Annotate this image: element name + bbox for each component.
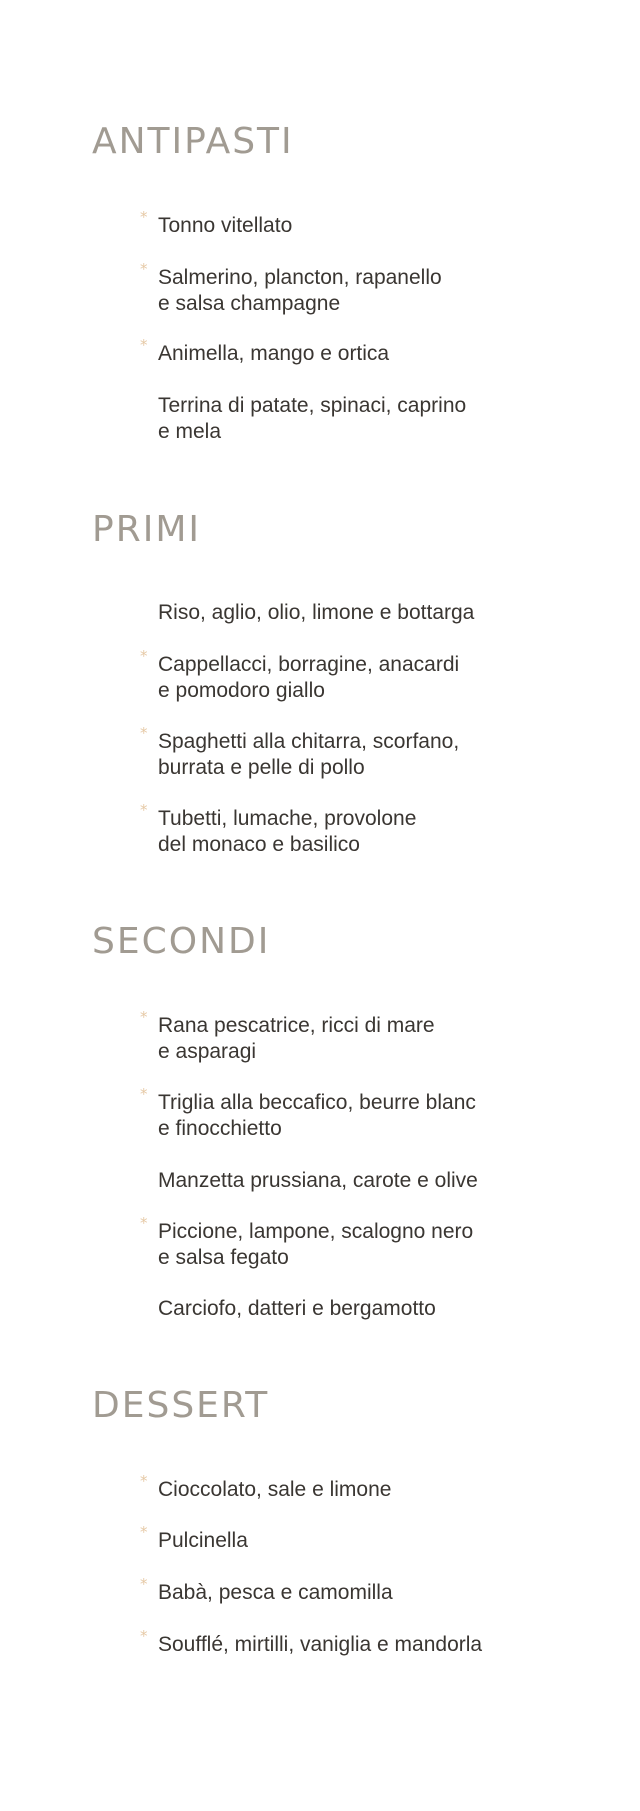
star-icon: * xyxy=(140,1523,148,1541)
star-icon: * xyxy=(140,1627,148,1645)
dish-name: Terrina di patate, spinaci, caprino e mela xyxy=(158,394,467,443)
dish-name: Babà, pesca e camomilla xyxy=(158,1581,393,1604)
star-icon: * xyxy=(140,260,148,278)
star-icon: * xyxy=(140,1575,148,1593)
dish-name: Spaghetti alla chitarra, scorfano, burrata e pelle di pollo xyxy=(158,730,460,779)
star-icon: * xyxy=(140,1214,148,1232)
dish-name: Carciofo, datteri e bergamotto xyxy=(158,1297,436,1320)
dish-name: Pulcinella xyxy=(158,1529,248,1552)
section-title: DESSERT xyxy=(92,1385,270,1426)
star-icon: * xyxy=(140,336,148,354)
star-icon: * xyxy=(140,1472,148,1490)
dish-name: Soufflé, mirtilli, vaniglia e mandorla xyxy=(158,1633,483,1656)
dish-name: Cappellacci, borragine, anacardi e pomodoro giallo xyxy=(158,653,460,702)
dish-name: Riso, aglio, olio, limone e bottarga xyxy=(158,601,475,624)
star-icon: * xyxy=(140,1008,148,1026)
star-icon: * xyxy=(140,724,148,742)
star-icon: * xyxy=(140,1085,148,1103)
dish-name: Animella, mango e ortica xyxy=(158,342,390,365)
section-title: ANTIPASTI xyxy=(92,121,294,162)
dish-name: Piccione, lampone, scalogno nero e salsa fegato xyxy=(158,1220,474,1269)
dish-name: Tubetti, lumache, provolone del monaco e basilico xyxy=(158,807,417,856)
star-icon: * xyxy=(140,647,148,665)
star-icon: * xyxy=(140,801,148,819)
dish-name: Triglia alla beccafico, beurre blanc e finocchietto xyxy=(158,1091,476,1140)
dish-name: Cioccolato, sale e limone xyxy=(158,1478,392,1501)
dish-name: Salmerino, plancton, rapanello e salsa champagne xyxy=(158,266,442,315)
dish-name: Tonno vitellato xyxy=(158,214,293,237)
dish-name: Manzetta prussiana, carote e olive xyxy=(158,1169,478,1192)
dish-name: Rana pescatrice, ricci di mare e asparagi xyxy=(158,1014,435,1063)
section-title: SECONDI xyxy=(92,921,271,962)
section-title: PRIMI xyxy=(92,509,202,550)
star-icon: * xyxy=(140,208,148,226)
